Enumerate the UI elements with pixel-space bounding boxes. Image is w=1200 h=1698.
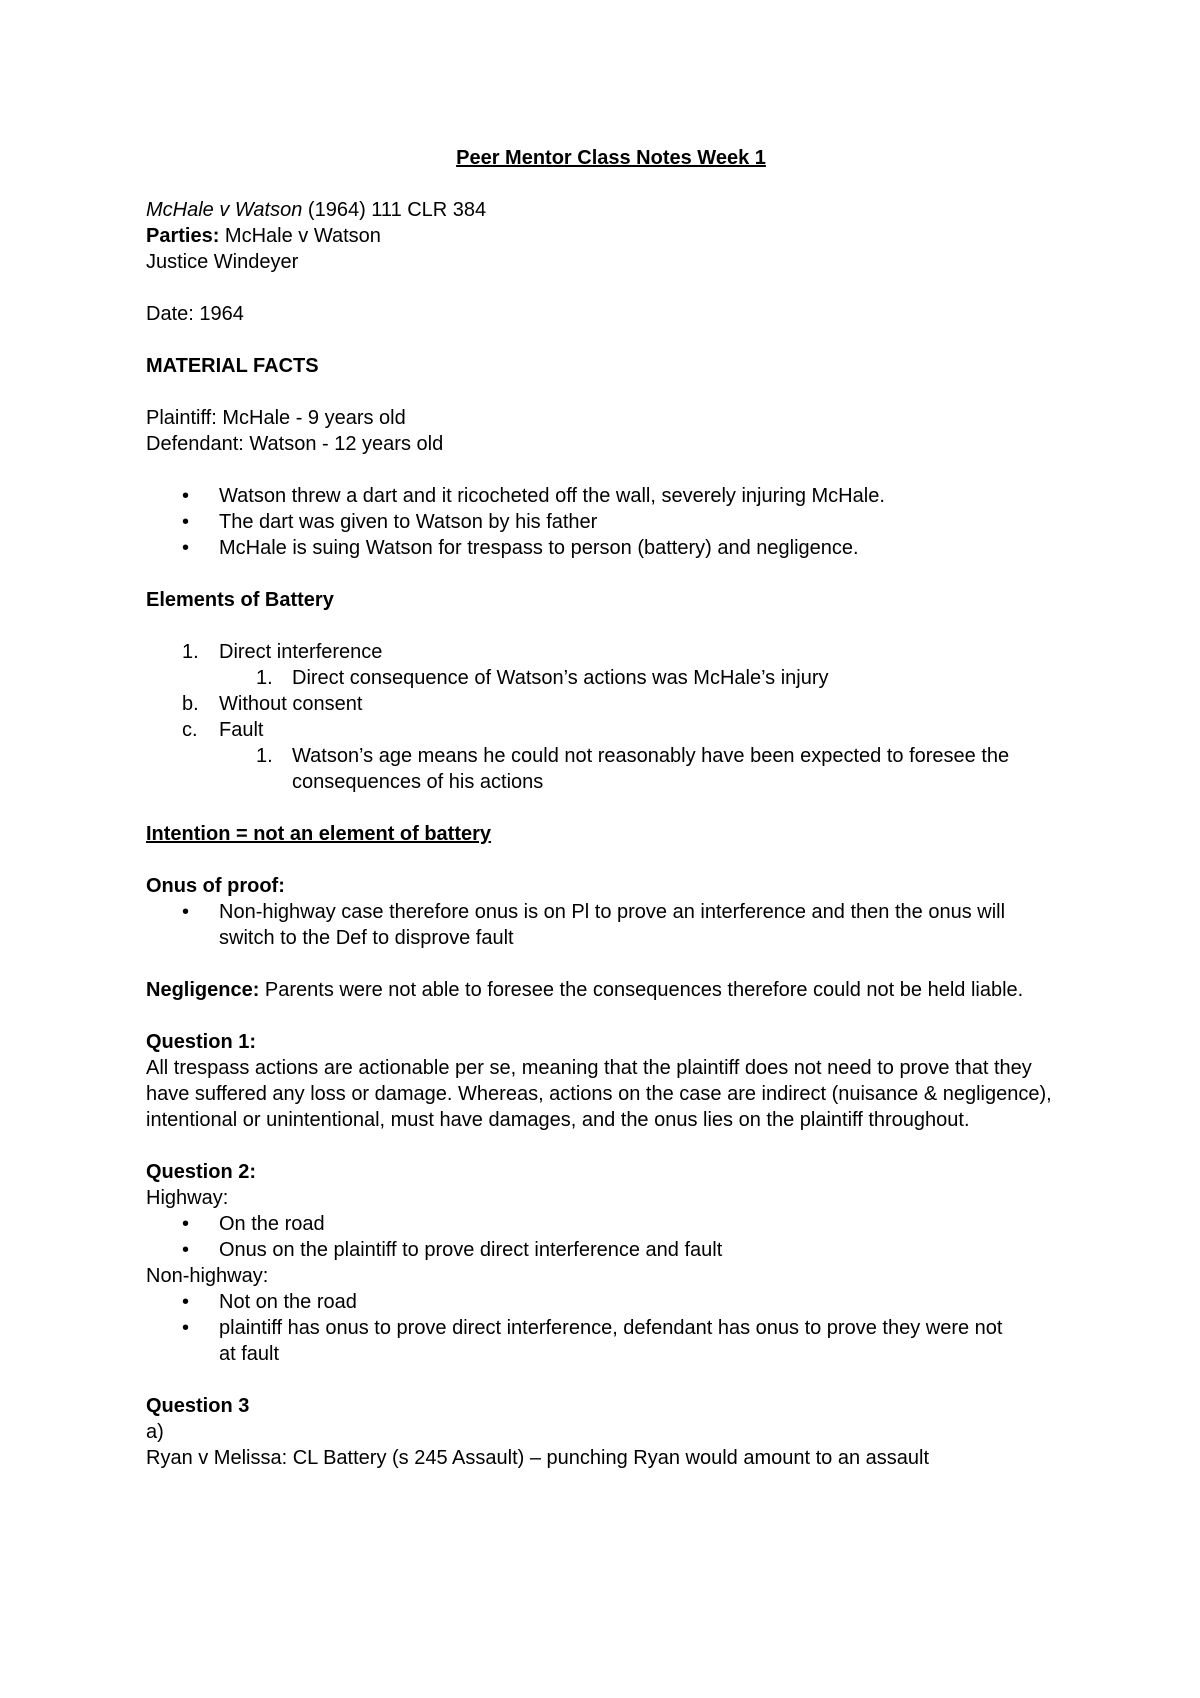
list-item <box>146 483 1076 509</box>
list-item <box>146 509 1076 535</box>
fact-text: Watson threw a dart and it ricocheted off the wall, severely injuring McHale. <box>219 485 885 507</box>
q3-text: Ryan v Melissa: CL Battery (s 245 Assault) – punching Ryan would amount to an assault <box>146 1447 929 1469</box>
plaintiff-line: Plaintiff: McHale - 9 years old <box>146 407 406 429</box>
list-marker: 1. <box>256 745 273 767</box>
bullet-glyph: • <box>182 485 190 507</box>
bullet-glyph: • <box>182 901 190 923</box>
bullet-glyph: • <box>182 1317 190 1339</box>
bullet-glyph: • <box>182 1291 190 1313</box>
q3-heading: Question 3 <box>146 1395 250 1417</box>
bullet-glyph: • <box>182 1213 190 1235</box>
case-name: McHale v Watson <box>146 199 303 221</box>
list-item <box>146 899 1019 951</box>
parties-value: McHale v Watson <box>219 225 381 247</box>
onus-text: Non-highway case therefore onus is on Pl to prove an interference and then the onus will switch to the Def to disprove fault <box>219 901 1006 949</box>
list-item <box>146 743 1092 795</box>
list-item <box>146 1289 1076 1315</box>
list-item <box>146 1237 1076 1263</box>
intention-heading: Intention = not an element of battery <box>146 823 492 845</box>
list-item <box>146 1211 1076 1237</box>
element-text: Fault <box>219 719 264 741</box>
document-page <box>146 145 1076 1471</box>
element-text: Watson’s age means he could not reasonably have been expected to foresee the consequences of his actions <box>292 745 1010 793</box>
bullet-glyph: • <box>182 537 190 559</box>
defendant-line: Defendant: Watson - 12 years old <box>146 433 444 455</box>
highway-text: Onus on the plaintiff to prove direct interference and fault <box>219 1239 723 1261</box>
list-item <box>146 535 1076 561</box>
q3-part: a) <box>146 1421 164 1443</box>
q2-heading: Question 2: <box>146 1161 257 1183</box>
case-parties <box>146 223 1076 249</box>
element-text: Direct interference <box>219 641 383 663</box>
negligence-text: Parents were not able to foresee the consequences therefore could not be held liable. <box>259 979 1024 1001</box>
list-marker: 1. <box>182 641 199 663</box>
bullet-glyph: • <box>182 511 190 533</box>
list-marker: 1. <box>256 667 273 689</box>
list-marker: c. <box>182 719 198 741</box>
list-item <box>146 717 1076 743</box>
case-judge: Justice Windeyer <box>146 251 299 273</box>
case-citation-text: (1964) 111 CLR 384 <box>302 199 487 221</box>
q1-heading: Question 1: <box>146 1031 257 1053</box>
list-item <box>146 639 1076 665</box>
case-citation <box>146 197 1076 223</box>
nonhighway-text: Not on the road <box>219 1291 357 1313</box>
battery-heading: Elements of Battery <box>146 589 334 611</box>
list-item <box>146 1315 1019 1367</box>
page-title: Peer Mentor Class Notes Week 1 <box>456 147 766 169</box>
nonhighway-text: plaintiff has onus to prove direct interference, defendant has onus to prove they were not at fault <box>219 1317 1003 1365</box>
negligence-paragraph <box>146 977 1076 1003</box>
case-date: Date: 1964 <box>146 303 244 325</box>
bullet-glyph: • <box>182 1239 190 1261</box>
negligence-label: Negligence: <box>146 979 260 1001</box>
nonhighway-label: Non-highway: <box>146 1265 269 1287</box>
element-text: Without consent <box>219 693 363 715</box>
parties-label: Parties: <box>146 225 220 247</box>
element-text: Direct consequence of Watson’s actions was McHale’s injury <box>292 667 829 689</box>
material-facts-heading: MATERIAL FACTS <box>146 355 319 377</box>
onus-heading: Onus of proof: <box>146 875 285 897</box>
fact-text: McHale is suing Watson for trespass to person (battery) and negligence. <box>219 537 859 559</box>
fact-text: The dart was given to Watson by his father <box>219 511 598 533</box>
list-item <box>146 691 1076 717</box>
highway-text: On the road <box>219 1213 325 1235</box>
list-item <box>146 665 1076 691</box>
q1-text: All trespass actions are actionable per se, meaning that the plaintiff does not need to prove that they have suffered any loss or damage. Whereas, actions on the case are indirect (nuisance & negligence), intentional or unintentional, must have damages, and the onus lies on the plaintiff throughout. <box>146 1057 1052 1131</box>
list-marker: b. <box>182 693 199 715</box>
highway-label: Highway: <box>146 1187 229 1209</box>
